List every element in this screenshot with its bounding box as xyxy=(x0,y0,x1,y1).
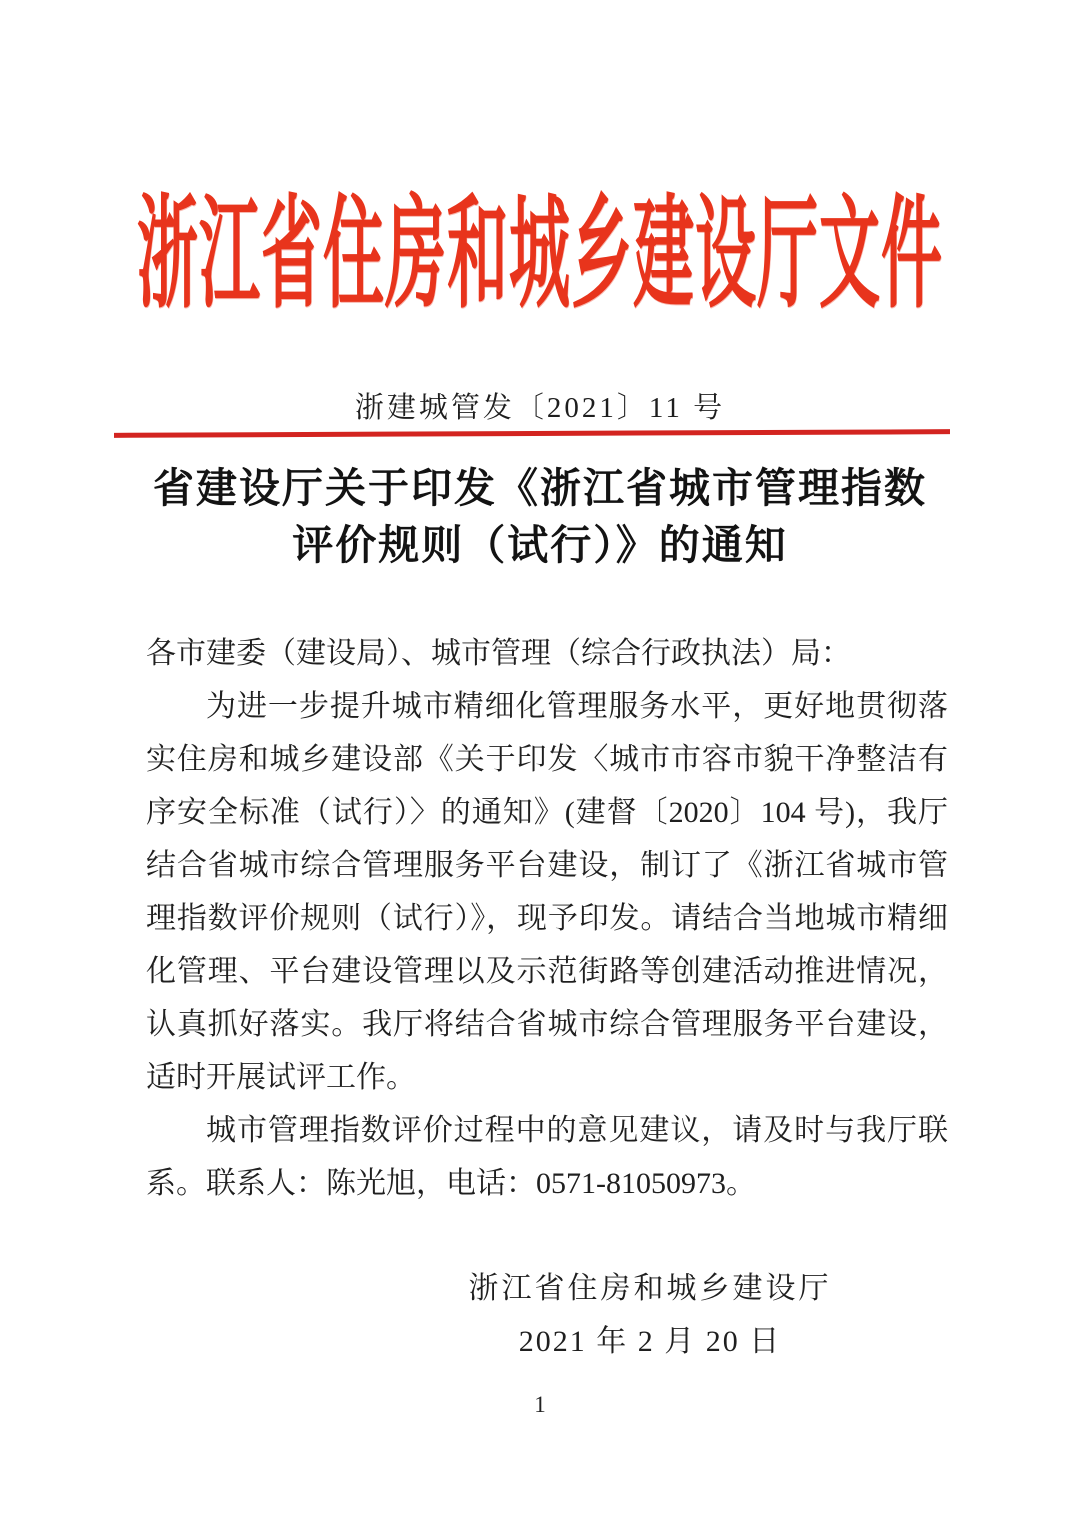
document-reference-number: 浙建城管发〔2021〕11 号 xyxy=(354,392,726,424)
letterhead-divider-line xyxy=(114,429,950,438)
document-title-line1: 省建设厅关于印发《浙江省城市管理指数 xyxy=(153,465,927,511)
document-title xyxy=(0,460,1080,574)
document-body xyxy=(146,627,948,1210)
signature-date: 2021 年 2 月 20 日 xyxy=(518,1325,782,1358)
signature-organization: 浙江省住房和城乡建设厅 xyxy=(468,1272,832,1305)
document-title-line2: 评价规则（试行）》的通知 xyxy=(292,522,788,568)
letterhead-banner-title: 浙江省住房和城乡建设厅文件 xyxy=(137,187,943,323)
signature-block xyxy=(220,1262,1080,1368)
letterhead-banner xyxy=(0,168,1080,323)
body-paragraph-1: 为进一步提升城市精细化管理服务水平，更好地贯彻落实住房和城乡建设部《关于印发〈城市市容市貌干净整洁有序安全标准（试行）〉的通知》(建督〔2020〕104 号)，我厅结合省城市综合管理服务平台建设，制订了《浙江省城市管理指数评价规则（试行）》，现予印发。请结合当地城市精细化管理、平台建设管理以及示范街路等创建活动推进情况，认真抓好落实。我厅将结合省城市综合管理服务平台建设，适时开展试评工作。 xyxy=(146,690,948,1094)
salutation-line: 各市建委（建设局）、城市管理（综合行政执法）局： xyxy=(146,637,851,670)
page-number: 1 xyxy=(534,1392,546,1417)
body-paragraph-2: 城市管理指数评价过程中的意见建议，请及时与我厅联系。联系人：陈光旭，电话：0571-81050973。 xyxy=(146,1114,948,1200)
